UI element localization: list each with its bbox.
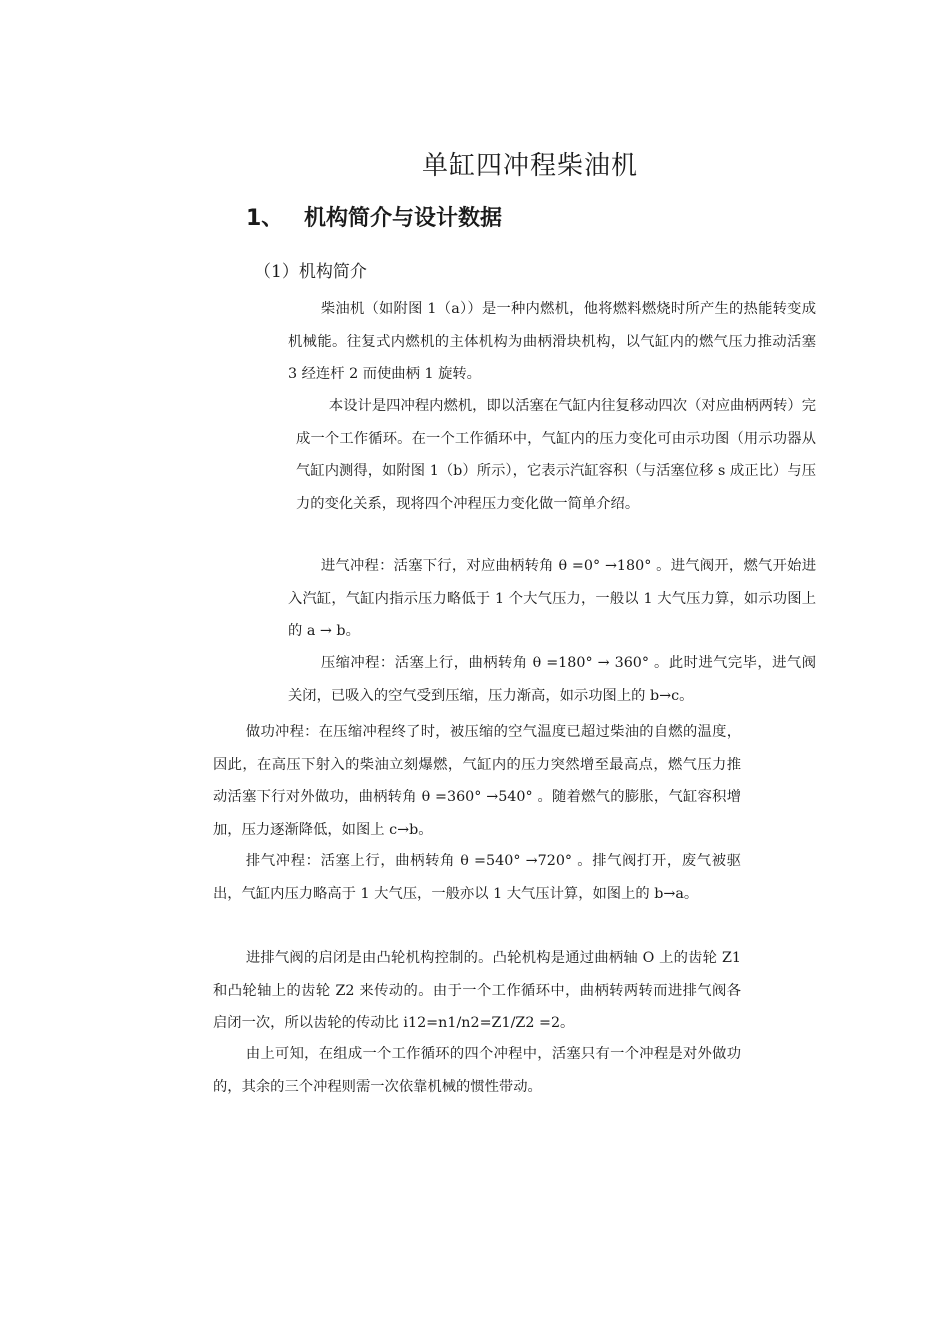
paragraph-summary: 由上可知，在组成一个工作循环的四个冲程中，活塞只有一个冲程是对外做功的，其余的三个冲程则需一次依靠机械的惯性带动。: [213, 1046, 741, 1095]
paragraph-intro: 柴油机（如附图 1（a））是一种内燃机，他将燃料燃烧时所产生的热能转变成机械能。往复式内燃机的主体机构为曲柄滑块机构，以气缸内的燃气压力推动活塞 3 经连杆 2 而使曲柄 1 旋转。: [288, 301, 816, 382]
paragraph-valves: 进排气阀的启闭是由凸轮机构控制的。凸轮机构是通过曲柄轴 O 上的齿轮 Z1 和凸轮轴上的齿轮 Z2 来传动的。由于一个工作循环中，曲柄转两转而进排气阀各启闭一次，所以齿轮的传动比 i12=n1/n2=Z1/Z2 =2。: [213, 950, 741, 1031]
section-heading: [246, 203, 502, 235]
paragraph-power: 做功冲程：在压缩冲程终了时，被压缩的空气温度已超过柴油的自燃的温度，因此，在高压下射入的柴油立刻爆燃，气缸内的压力突然增至最高点，燃气压力推动活塞下行对外做功，曲柄转角 θ =360° →540° 。随着燃气的膨胀，气缸容积增加，压力逐渐降低，如图上 c→b。: [213, 724, 741, 838]
paragraph-compression: 压缩冲程：活塞上行，曲柄转角 θ =180° → 360° 。此时进气完毕，进气阀关闭，已吸入的空气受到压缩，压力渐高，如示功图上的 b→c。: [288, 655, 816, 704]
section-number: 1、: [246, 206, 284, 231]
document-title: 单缸四冲程柴油机: [421, 151, 638, 181]
subsection-heading: （1）机构简介: [254, 262, 367, 282]
section-title: 机构简介与设计数据: [304, 206, 503, 231]
paragraph-exhaust: 排气冲程：活塞上行，曲柄转角 θ =540° →720° 。排气阀打开，废气被驱出，气缸内压力略高于 1 大气压，一般亦以 1 大气压计算，如图上的 b→a。: [213, 853, 741, 902]
paragraph-intake: 进气冲程：活塞下行，对应曲柄转角 θ =0° →180° 。进气阀开，燃气开始进入汽缸，气缸内指示压力略低于 1 个大气压力，一般以 1 大气压力算，如示功图上的 a → b。: [288, 558, 816, 639]
paragraph-cycle: 本设计是四冲程内燃机，即以活塞在气缸内往复移动四次（对应曲柄两转）完成一个工作循环。在一个工作循环中，气缸内的压力变化可由示功图（用示功器从气缸内测得，如附图 1（b）所示），它表示汽缸容积（与活塞位移 s 成正比）与压力的变化关系，现将四个冲程压力变化做一简单介绍。: [296, 398, 816, 512]
